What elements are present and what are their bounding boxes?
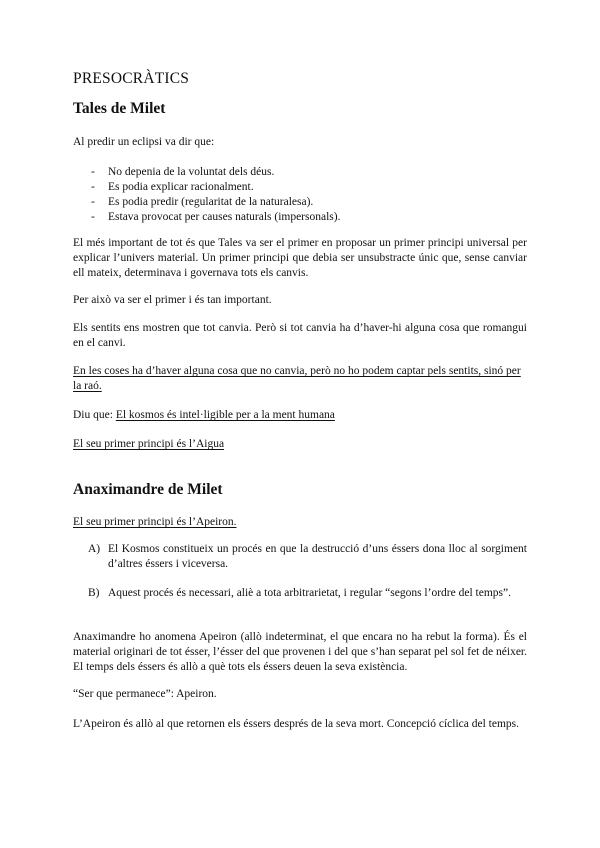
- list-item: - No depenia de la voluntat dels déus.: [73, 165, 527, 180]
- list-item: - Es podia predir (regularitat de la naturalesa).: [73, 195, 527, 210]
- document-title: PRESOCRÀTICS: [73, 70, 190, 87]
- anaximandre-paragraph-3: L’Apeiron és allò al que retornen els éssers després de la seva mort. Concepció cíclica del temps.: [73, 718, 520, 730]
- tales-intro: Al predir un eclipsi va dir que:: [73, 136, 215, 148]
- tales-paragraph-6: El seu primer principi és l’Aigua: [73, 438, 225, 450]
- anaximandre-principle: El seu primer principi és l’Apeiron.: [73, 516, 237, 528]
- tales-paragraph-1: El més important de tot és que Tales va ser el primer en proposar un primer principi universal per explicar l’univers material. Un primer principi que debia ser unsubstracte únic que, sense canviar ell mateix, determinava i governava tots els canvis.: [73, 237, 527, 279]
- list-item-text: Aquest procés és necessari, aliè a tota arbitrarietat, i regular “segons l’ordre del temps”.: [108, 587, 511, 599]
- tales-paragraph-3: Els sentits ens mostren que tot canvia. Però si tot canvia ha d’haver-hi alguna cosa que romangui en el canvi.: [73, 322, 527, 349]
- tales-paragraph-5-underlined: El kosmos és intel·ligible per a la ment humana: [115, 409, 335, 421]
- list-item: [73, 542, 527, 572]
- anaximandre-paragraph-2: “Ser que permanece”: Apeiron.: [73, 688, 217, 700]
- list-item-marker: B): [88, 587, 100, 599]
- list-item-marker: A): [88, 543, 101, 555]
- list-item-text: El Kosmos constitueix un procés en que la destrucció d’uns éssers dona lloc al sorgiment d’altres éssers i viceversa.: [108, 543, 527, 570]
- anaximandre-item-list: [73, 542, 527, 601]
- list-item: - Es podia explicar racionalment.: [73, 180, 527, 195]
- section-heading-tales: Tales de Milet: [73, 100, 166, 117]
- tales-bullet-list: [73, 165, 527, 225]
- section-heading-anaximandre: Anaximandre de Milet: [73, 481, 223, 498]
- list-item: - Estava provocat per causes naturals (impersonals).: [73, 210, 527, 225]
- anaximandre-paragraph-1: Anaximandre ho anomena Apeiron (allò indeterminat, el que encara no ha rebut la forma). És el material originari de tot ésser, l’ésser del que provenen i del que s’han separat pel sol fet de néixer. El temps dels éssers és allò a què tots els éssers deuen la seva existència.: [73, 631, 527, 673]
- tales-paragraph-2: Per això va ser el primer i és tan important.: [73, 294, 272, 306]
- tales-paragraph-5: [73, 408, 527, 423]
- tales-paragraph-5-prefix: Diu que:: [73, 409, 116, 421]
- list-item: [73, 586, 527, 601]
- tales-paragraph-4: En les coses ha d’haver alguna cosa que no canvia, però no ho podem captar pels sentits, sinó per la raó.: [73, 365, 521, 392]
